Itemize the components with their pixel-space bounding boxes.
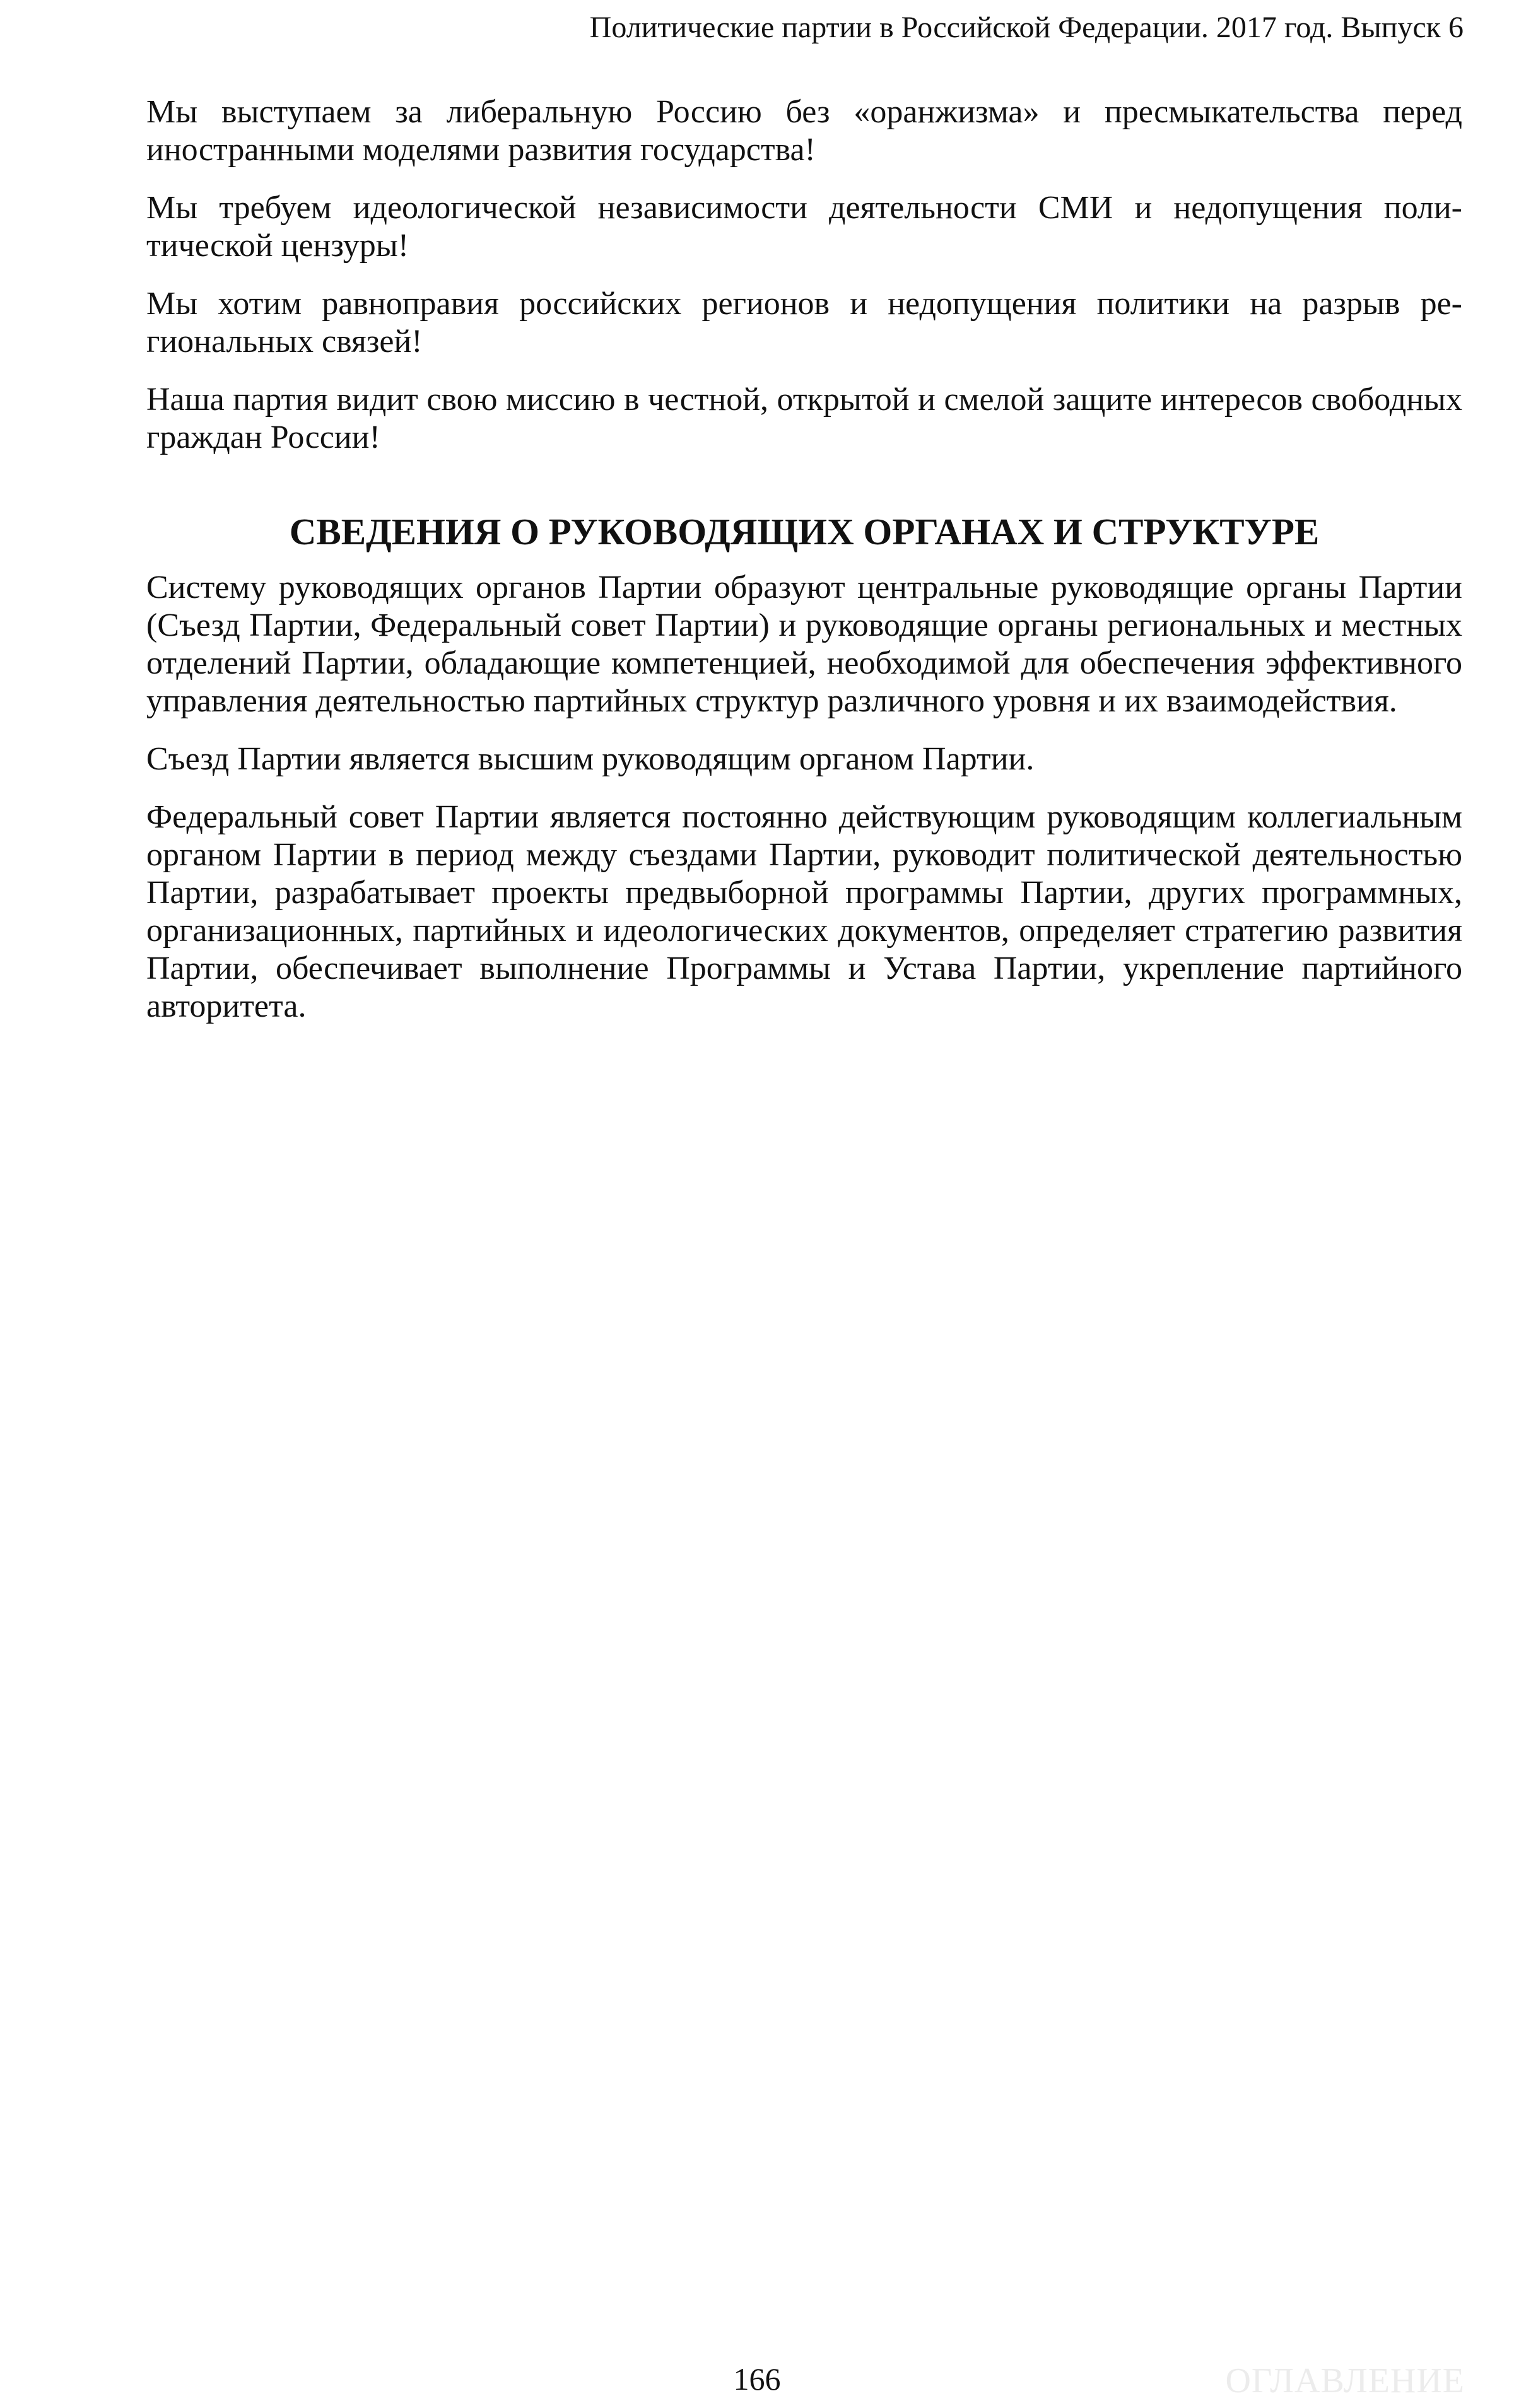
- paragraph-federal-council: Федеральный совет Партии является постоянно действующим руководящим коллегиальным органом Партии в период между съездами Партии, руководит политической деятельностью Партии, разрабатывает проекты предвыборной программы Партии, других программных, организационных, партийных и идеологических документов, определяет стратегию развития Партии, обеспечивает выполнение Программы и Устава Партии, укрепление партийного авторитета.: [146, 799, 1462, 1024]
- body-text: [146, 93, 1462, 1046]
- paragraph-party-mission: Наша партия видит свою миссию в честной, открытой и смелой защите интересов свободных граждан России!: [146, 382, 1462, 455]
- paragraph-media-independence: Мы требуем идеологической независимости деятельности СМИ и недопущения политической цензуры!: [146, 190, 1462, 264]
- paragraph-congress: Съезд Партии является высшим руководящим органом Партии.: [146, 741, 1035, 777]
- paragraph-governing-bodies: Систему руководящих органов Партии образуют центральные руководящие органы Партии (Съезд Партии, Федеральный совет Партии) и руководящие органы региональных и местных отделений Партии, обладающие компетенцией, необходимой для обеспечения эффективного управления деятельностью партийных структур различного уровня и их взаимодействия.: [146, 570, 1462, 719]
- table-of-contents-link[interactable]: ОГЛАВЛЕНИЕ: [1225, 2361, 1465, 2400]
- paragraph-regional-equality: Мы хотим равноправия российских регионов и недопущения политики на разрыв региональных связей!: [146, 286, 1462, 359]
- section-heading: СВЕДЕНИЯ О РУКОВОДЯЩИХ ОРГАНАХ И СТРУКТУРЕ: [289, 511, 1320, 552]
- paragraph-liberal-russia: Мы выступаем за либеральную Россию без «оранжизма» и пресмыкательства перед иностранными моделями развития государства!: [146, 94, 1462, 168]
- page-number: 166: [733, 2361, 781, 2397]
- running-header: Политические партии в Российской Федерации. 2017 год. Выпуск 6: [589, 11, 1464, 44]
